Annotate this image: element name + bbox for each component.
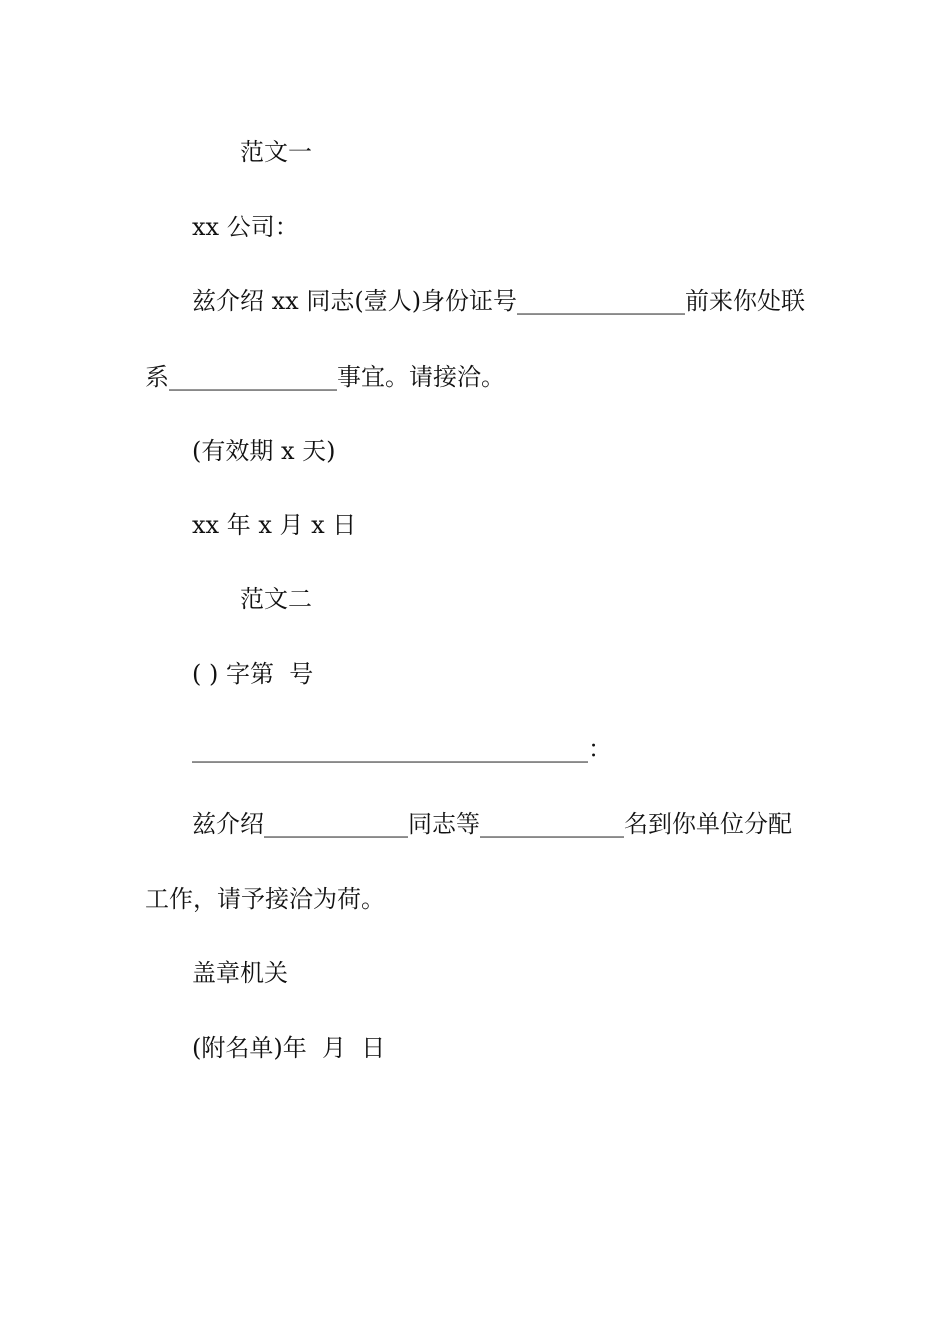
date-line: xx 年 x 月 x 日 (192, 511, 357, 539)
reference-number-line: ( ) 字第 号 (192, 660, 314, 688)
attachment-date-line: (附名单)年 月 日 (192, 1034, 386, 1062)
body-paragraph-line: 兹介绍____________同志等____________名到你单位分配 (192, 810, 792, 838)
validity-note: (有效期 x 天) (192, 437, 336, 465)
heading-sample-one: 范文一 (240, 138, 312, 166)
body-paragraph-line: 兹介绍 xx 同志(壹人)身份证号______________前来你处联 (192, 287, 806, 315)
body-paragraph-line: 工作，请予接洽为荷。 (145, 885, 385, 913)
body-paragraph-line: 系______________事宜。请接洽。 (145, 363, 505, 391)
stamp-authority-line: 盖章机关 (192, 959, 288, 987)
addressee-line: xx 公司： (192, 213, 299, 241)
addressee-blank-line: _________________________________： (192, 735, 612, 763)
heading-sample-two: 范文二 (240, 585, 312, 613)
